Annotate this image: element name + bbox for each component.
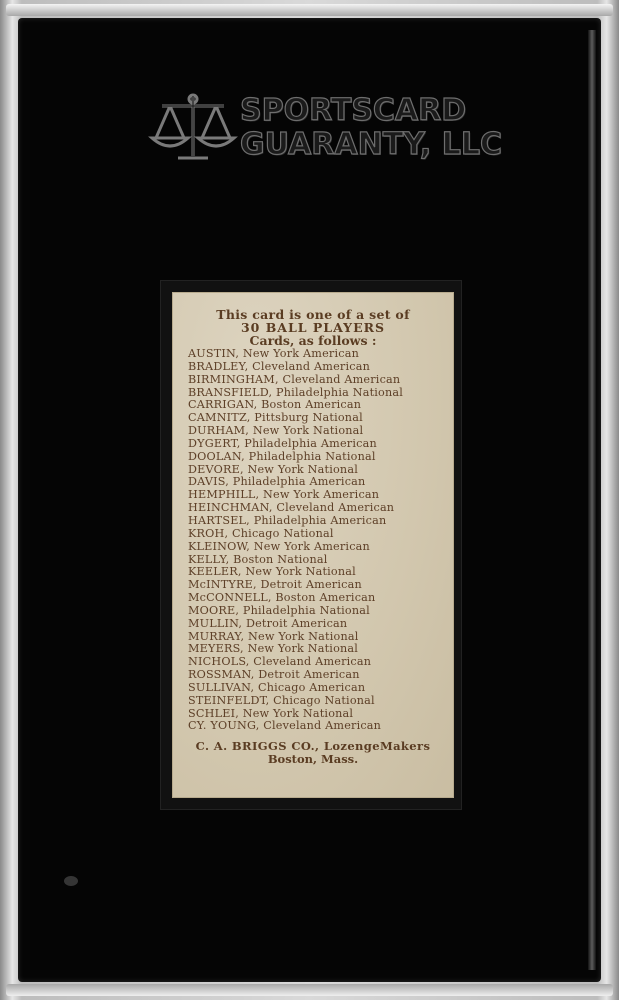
list-item: KLEINOW, New York American	[188, 539, 370, 553]
list-item: MEYERS, New York National	[188, 642, 359, 656]
logo-line-guaranty: GUARANTY, LLC	[240, 127, 503, 162]
list-item: MULLIN, Detroit American	[188, 616, 348, 630]
list-item: DURHAM, New York National	[188, 424, 364, 438]
list-item: KELLY, Boston National	[188, 552, 328, 566]
list-item: NICHOLS, Cleveland American	[188, 655, 372, 669]
list-item: MOORE, Philadelphia National	[188, 603, 370, 617]
list-item: BRANSFIELD, Philadelphia National	[188, 385, 404, 399]
list-item: SCHLEI, New York National	[188, 706, 354, 720]
player-list	[188, 348, 450, 733]
list-item: BRADLEY, Cleveland American	[188, 359, 370, 373]
list-item: SULLIVAN, Chicago American	[188, 680, 366, 694]
list-item: DEVORE, New York National	[188, 462, 358, 476]
list-item: HEMPHILL, New York American	[188, 488, 380, 502]
card-header-line3: Cards, as follows :	[249, 333, 377, 348]
slab-scuff	[64, 876, 78, 886]
list-item: AUSTIN, New York American	[188, 347, 359, 360]
baseball-card-back	[172, 292, 454, 798]
list-item: ROSSMAN, Detroit American	[188, 668, 360, 682]
list-item: HARTSEL, Philadelphia American	[188, 513, 387, 527]
logo-line-sportscard: SPORTSCARD	[240, 93, 467, 128]
card-header-line1: This card is one of a set of	[216, 307, 410, 322]
list-item: KEELER, New York National	[188, 565, 356, 579]
list-item: HEINCHMAN, Cleveland American	[188, 501, 395, 515]
list-item: CAMNITZ, Pittsburg National	[188, 411, 363, 425]
list-item: McINTYRE, Detroit American	[188, 578, 362, 592]
list-item: STEINFELDT, Chicago National	[188, 693, 375, 707]
sgc-logo	[148, 90, 503, 170]
maker-name: C. A. BRIGGS CO., LozengeMakers	[195, 739, 431, 753]
list-item: McCONNELL, Boston American	[188, 591, 376, 605]
slab-bottom-edge	[6, 984, 613, 996]
list-item: CARRIGAN, Boston American	[188, 398, 362, 412]
scales-of-justice-icon	[148, 90, 238, 166]
list-item: DAVIS, Philadelphia American	[188, 475, 366, 489]
list-item: MURRAY, New York National	[188, 629, 359, 643]
list-item: DYGERT, Philadelphia American	[188, 436, 377, 450]
list-item: KROH, Chicago National	[188, 526, 334, 540]
list-item: BIRMINGHAM, Cleveland American	[188, 372, 401, 386]
slab-sheen	[588, 30, 596, 970]
card-header-line2: 30 BALL PLAYERS	[240, 320, 386, 335]
slab-top-edge	[6, 4, 613, 16]
list-item: CY. YOUNG, Cleveland American	[188, 719, 382, 733]
maker-location: Boston, Mass.	[267, 752, 359, 766]
list-item: DOOLAN, Philadelphia National	[188, 449, 376, 463]
